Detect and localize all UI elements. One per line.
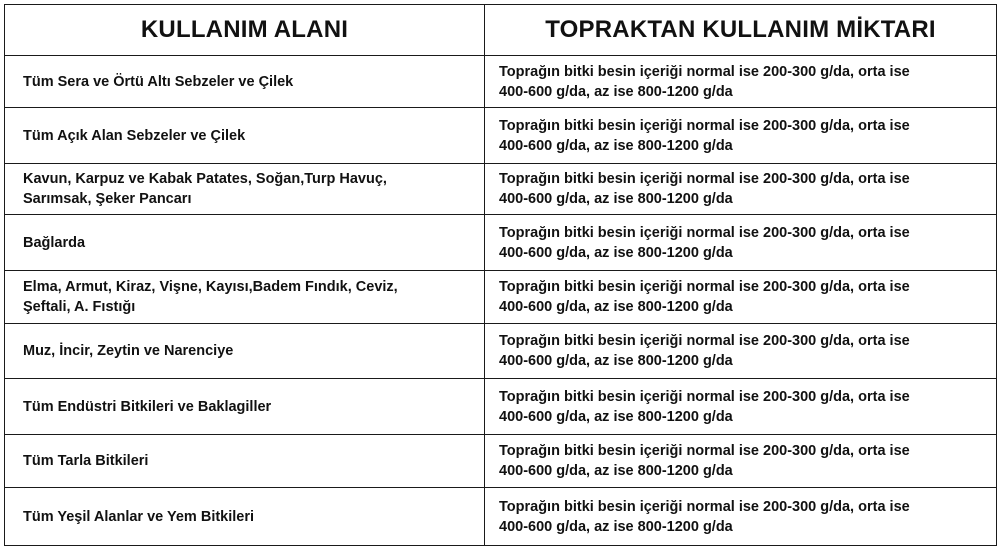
usage-area-text: Bağlarda: [23, 234, 86, 251]
usage-area-line-1: Kavun, Karpuz ve Kabak Patates, Soğan,Turp Havuç,: [23, 171, 387, 187]
amount-line-2: 400-600 g/da, az ise 800-1200 g/da: [499, 137, 733, 154]
amount-line-1: Toprağın bitki besin içeriği normal ise 200-300 g/da, orta ise: [499, 498, 910, 515]
usage-area-text: Tüm Açık Alan Sebzeler ve Çilek: [23, 127, 246, 144]
amount-line-1: Toprağın bitki besin içeriği normal ise 200-300 g/da, orta ise: [499, 279, 910, 295]
usage-amount-cell: [485, 56, 997, 108]
usage-area-cell: [5, 56, 485, 108]
usage-area-cell: [5, 488, 485, 546]
amount-line-2: 400-600 g/da, az ise 800-1200 g/da: [499, 518, 733, 535]
usage-table: [4, 4, 997, 546]
usage-area-line-2: Sarımsak, Şeker Pancarı: [23, 191, 192, 207]
amount-line-1: Toprağın bitki besin içeriği normal ise 200-300 g/da, orta ise: [499, 171, 910, 187]
table-header-row: [5, 5, 997, 56]
usage-area-text: Tüm Sera ve Örtü Altı Sebzeler ve Çilek: [23, 73, 294, 90]
table-row: [5, 488, 997, 546]
amount-line-2: 400-600 g/da, az ise 800-1200 g/da: [499, 353, 733, 369]
amount-line-2: 400-600 g/da, az ise 800-1200 g/da: [499, 463, 733, 479]
usage-amount-cell: [485, 488, 997, 546]
usage-area-text: Tüm Tarla Bitkileri: [23, 453, 149, 469]
usage-area-cell: [5, 324, 485, 379]
amount-line-2: 400-600 g/da, az ise 800-1200 g/da: [499, 299, 733, 315]
usage-amount-cell: [485, 108, 997, 164]
table-row: [5, 379, 997, 435]
table-row: [5, 435, 997, 488]
amount-line-1: Toprağın bitki besin içeriği normal ise 200-300 g/da, orta ise: [499, 224, 910, 241]
usage-amount-cell: [485, 215, 997, 271]
usage-amount-cell: [485, 164, 997, 215]
amount-line-2: 400-600 g/da, az ise 800-1200 g/da: [499, 191, 733, 207]
amount-line-1: Toprağın bitki besin içeriği normal ise 200-300 g/da, orta ise: [499, 63, 910, 80]
usage-area-cell: [5, 271, 485, 324]
usage-area-text: Tüm Endüstri Bitkileri ve Baklagiller: [23, 398, 272, 415]
usage-amount-cell: [485, 271, 997, 324]
header-usage-area: KULLANIM ALANI: [5, 5, 485, 56]
usage-area-cell: [5, 215, 485, 271]
usage-area-text: Muz, İncir, Zeytin ve Narenciye: [23, 343, 234, 359]
usage-amount-cell: [485, 379, 997, 435]
header-soil-usage-amount: TOPRAKTAN KULLANIM MİKTARI: [485, 5, 997, 56]
amount-line-1: Toprağın bitki besin içeriği normal ise 200-300 g/da, orta ise: [499, 117, 910, 134]
usage-amount-cell: [485, 324, 997, 379]
table-row: [5, 164, 997, 215]
amount-line-1: Toprağın bitki besin içeriği normal ise 200-300 g/da, orta ise: [499, 333, 910, 349]
amount-line-2: 400-600 g/da, az ise 800-1200 g/da: [499, 408, 733, 425]
usage-area-cell: [5, 108, 485, 164]
amount-line-1: Toprağın bitki besin içeriği normal ise 200-300 g/da, orta ise: [499, 443, 910, 459]
amount-line-1: Toprağın bitki besin içeriği normal ise 200-300 g/da, orta ise: [499, 388, 910, 405]
usage-area-line-1: Elma, Armut, Kiraz, Vişne, Kayısı,Badem Fındık, Ceviz,: [23, 279, 398, 295]
usage-area-cell: [5, 379, 485, 435]
usage-amount-cell: [485, 435, 997, 488]
usage-area-text: Tüm Yeşil Alanlar ve Yem Bitkileri: [23, 508, 255, 525]
usage-area-line-2: Şeftali, A. Fıstığı: [23, 299, 136, 315]
amount-line-2: 400-600 g/da, az ise 800-1200 g/da: [499, 244, 733, 261]
table-row: [5, 324, 997, 379]
table-row: [5, 56, 997, 108]
table-row: [5, 108, 997, 164]
table-row: [5, 271, 997, 324]
table-row: [5, 215, 997, 271]
usage-area-cell: [5, 435, 485, 488]
amount-line-2: 400-600 g/da, az ise 800-1200 g/da: [499, 83, 733, 100]
usage-area-cell: [5, 164, 485, 215]
